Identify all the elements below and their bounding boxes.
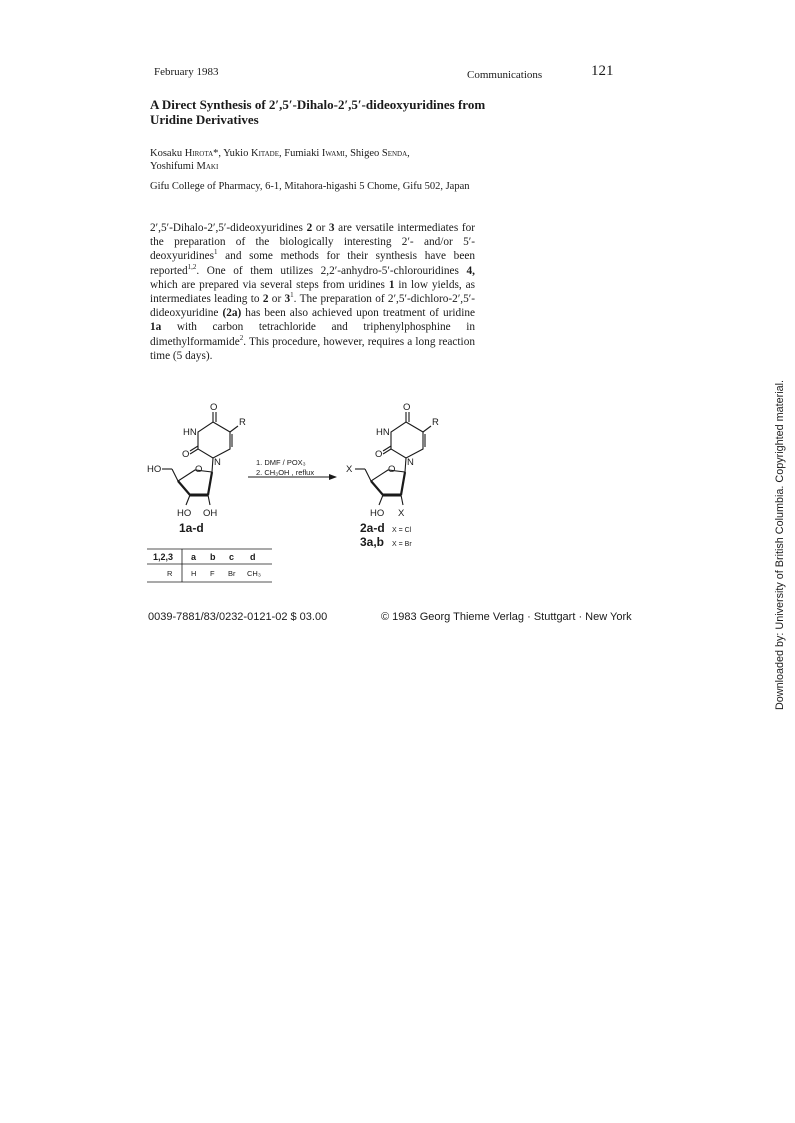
svg-text:O: O [195, 464, 203, 475]
svg-text:N: N [407, 457, 414, 468]
page-number: 121 [591, 63, 614, 79]
author-lastname: Iwami [321, 148, 345, 159]
svg-text:R: R [239, 417, 246, 428]
svg-text:O: O [403, 402, 411, 413]
svg-text:HN: HN [183, 427, 197, 438]
author-lastname: Hirota [184, 148, 214, 159]
svg-text:X: X [346, 464, 353, 475]
author-lastname: Kitade [250, 148, 279, 159]
svg-text:R: R [432, 417, 439, 428]
starting-material-structure [162, 412, 238, 505]
product-structure [355, 412, 431, 505]
condition-step-1: 1. DMF / POX₃ [256, 458, 306, 467]
svg-text:HO: HO [147, 464, 162, 475]
table-cell: CH₃ [247, 569, 261, 578]
starting-material-atoms [147, 402, 246, 519]
substituent-table [147, 549, 272, 582]
compound-label-3-note: X = Br [392, 541, 412, 548]
svg-text:HO: HO [370, 508, 385, 519]
svg-text:HN: HN [376, 427, 390, 438]
author-list: Kosaku Hirota*, Yukio Kitade, Fumiaki Iwami, Shigeo Senda, Yoshifumi Maki [150, 148, 410, 172]
reaction-scheme [140, 395, 560, 590]
svg-text:HO: HO [177, 508, 192, 519]
table-cell: H [191, 569, 197, 578]
svg-text:X: X [398, 508, 405, 519]
table-cell: F [210, 569, 215, 578]
download-watermark: Downloaded by: University of British Columbia. Copyrighted material. [774, 379, 786, 711]
compound-label-2-note: X = Cl [392, 527, 412, 534]
compound-label-1: 1a-d [179, 521, 204, 535]
table-header-cell: b [210, 552, 216, 562]
svg-text:O: O [375, 449, 383, 460]
header-section: Communications [467, 69, 543, 81]
table-cell: Br [228, 569, 236, 578]
svg-text:OH: OH [203, 508, 218, 519]
condition-step-2: 2. CH₃OH , reflux [256, 468, 315, 477]
table-header-cell: d [250, 552, 256, 562]
affiliation: Gifu College of Pharmacy, 6-1, Mitahora-higashi 5 Chome, Gifu 502, Japan [150, 181, 470, 192]
table-header-cell: c [229, 552, 235, 562]
author-lastname: Senda [381, 148, 408, 159]
svg-text:O: O [388, 464, 396, 475]
svg-text:N: N [214, 457, 221, 468]
reference-mark: 1 [290, 291, 294, 300]
table-header-cell: a [191, 552, 197, 562]
reference-mark: 1 [214, 248, 218, 257]
article-title: A Direct Synthesis of 2′,5′-Dihalo-2′,5′-dideoxyuridines from Uridine Derivatives [150, 97, 486, 127]
compound-label-2: 2a-d [360, 521, 385, 535]
svg-text:O: O [210, 402, 218, 413]
product-atoms [346, 402, 439, 519]
compound-label-3: 3a,b [360, 535, 385, 549]
reference-mark: 2 [239, 333, 244, 342]
table-cell: R [167, 569, 173, 578]
copyright-line: © 1983 Georg Thieme Verlag · Stuttgart · New York [381, 611, 632, 623]
body-paragraph: 2′,5′-Dihalo-2′,5′-dideoxyuridines 2 or 3 are versatile intermediates for the preparation of the biologically interesting 2′- and/or 5′-deoxyuridines$^1$ and some methods for their synthesis have been reported$^{1,2}$. One of them utilizes 2,2′-anhydro-5′-chlorouridines 4, which are prepared via several steps from uridines 1 in low yields, as intermediates leading to 2 or $3^1$. The preparation of 2′,5′-dichloro-2′,5′-dideoxyuridine (2a) has been also achieved upon treatment of uridine 1a with carbon tetrachloride and triphenylphosphine in dimethylformamide$^2$. This procedure, however, requires a long reaction time (5 days). [150, 222, 475, 362]
author-lastname: Maki [196, 161, 219, 172]
table-header-cell: 1,2,3 [153, 552, 174, 562]
header-date: February 1983 [154, 66, 219, 78]
svg-text:O: O [182, 449, 190, 460]
article-code: 0039-7881/83/0232-0121-02 $ 03.00 [148, 611, 328, 623]
reference-mark: 1,2 [187, 262, 197, 271]
